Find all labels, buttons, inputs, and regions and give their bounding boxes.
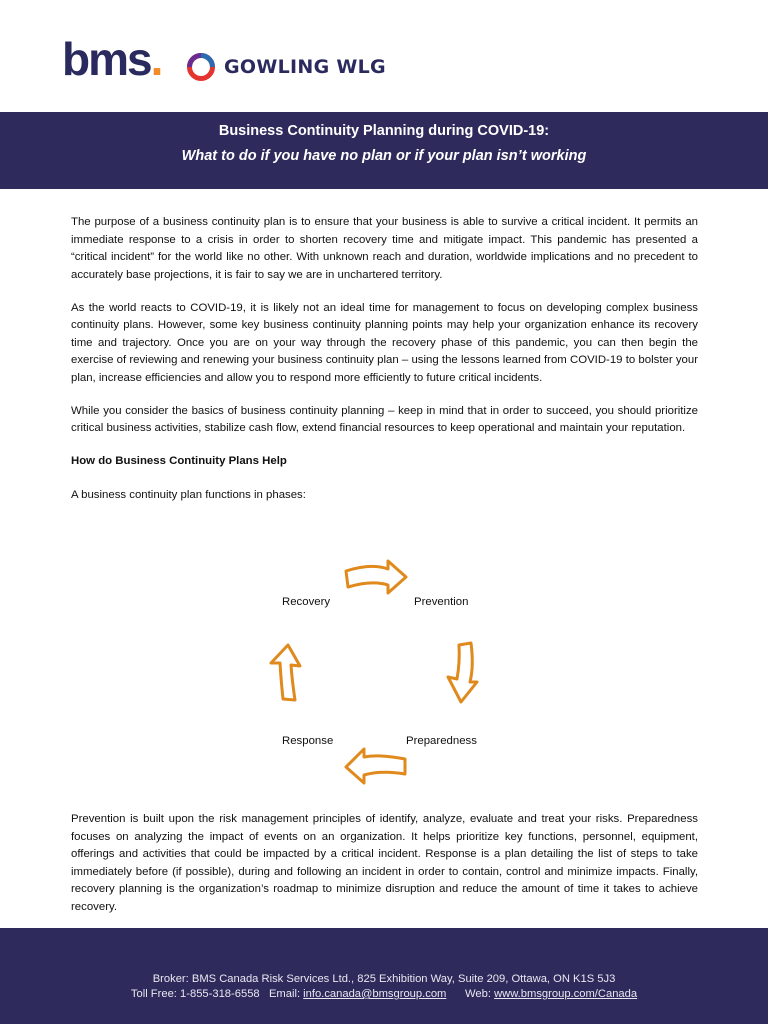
paragraph-intro: A business continuity plan functions in phases:: [71, 488, 306, 501]
gowling-logo-text: GOWLING WLG: [224, 56, 386, 78]
footer-email-label: Email:: [268, 988, 301, 1000]
paragraph-phase-summary: Prevention is built upon the risk management principles of identify, analyze, evaluate and treat your risks. Preparedness focuses on analyzing the impact of events on an organization. It helps prioritize key functions, personnel, equipment, offerings and activities that could be impacted by a critical incident. Response is a plan detailing the list of steps to take immediately before (if possible), during and following an incident in order to contain, control and minimize impacts. Finally, recovery planning is the organization’s roadmap to minimize disruption and reduce the amount of time it takes to achieve recovery.: [71, 813, 698, 913]
phase-label-preparedness: Preparedness: [406, 735, 477, 747]
footer-broker-address: Broker: BMS Canada Risk Services Ltd., 825 Exhibition Way, Suite 209, Ottawa, ON K1S 5J3: [152, 973, 616, 985]
bms-logo: [62, 34, 161, 84]
phase-label-recovery: Recovery: [282, 596, 331, 608]
arrow-preparedness-to-response: [346, 749, 405, 783]
paragraph-world-reacts: As the world reacts to COVID-19, it is likely not an ideal time for management to focus on developing complex business continuity plans. However, some key business continuity planning points may help your organization enhance its recovery time and trajectory. Once you are on your way through the recovery phase of this pandemic, you can then begin the exercise of reviewing and renewing your business continuity plan – using the lessons learned from COVID-19 to bolster your plan, increase efficiencies and allow you to respond more efficiently to future critical incidents.: [71, 301, 698, 384]
footer-email-link[interactable]: info.canada@bmsgroup.com: [303, 988, 447, 1000]
gowling-logo: [186, 52, 386, 82]
body-text: [71, 214, 698, 520]
arrow-prevention-to-preparedness: [448, 643, 477, 702]
footer: [0, 928, 768, 1024]
arrow-response-to-recovery: [271, 645, 300, 700]
phase-label-prevention: Prevention: [414, 596, 469, 608]
title-banner: [0, 112, 768, 189]
phase-label-response: Response: [282, 735, 334, 747]
gowling-ring-icon: [186, 52, 216, 82]
paragraph-basics: While you consider the basics of business continuity planning – keep in mind that in order to succeed, you should prioritize critical business activities, stabilize cash flow, extend financial resources to keep operational and maintain your reputation.: [71, 404, 698, 434]
footer-web-label: Web:: [465, 988, 491, 1000]
cycle-arrows: [260, 556, 510, 788]
logo-row: [0, 0, 768, 112]
paragraph-purpose: The purpose of a business continuity plan is to ensure that your business is able to survive a critical incident. It permits an immediate response to a crisis in order to shorten recovery time and mitigate impact. This pandemic has presented a “critical incident” for the world like no other. With unknown reach and duration, worldwide implications and no precedent to accurately base projections, it is fair to say we are in unchartered territory.: [71, 216, 698, 281]
document-title: Business Continuity Planning during COVID-19:: [218, 123, 550, 139]
footer-web-link[interactable]: www.bmsgroup.com/Canada: [494, 988, 638, 1000]
bms-logo-text: bms: [62, 33, 151, 85]
footer-contact: [0, 988, 768, 1000]
section-heading: How do Business Continuity Plans Help: [71, 455, 287, 467]
footer-tollfree: Toll Free: 1-855-318-6558: [130, 988, 260, 1000]
bms-logo-dot: .: [150, 33, 162, 85]
arrow-recovery-to-prevention: [346, 561, 406, 593]
document-subtitle: What to do if you have no plan or if your plan isn’t working: [181, 148, 587, 164]
phase-cycle-diagram: [260, 556, 510, 788]
